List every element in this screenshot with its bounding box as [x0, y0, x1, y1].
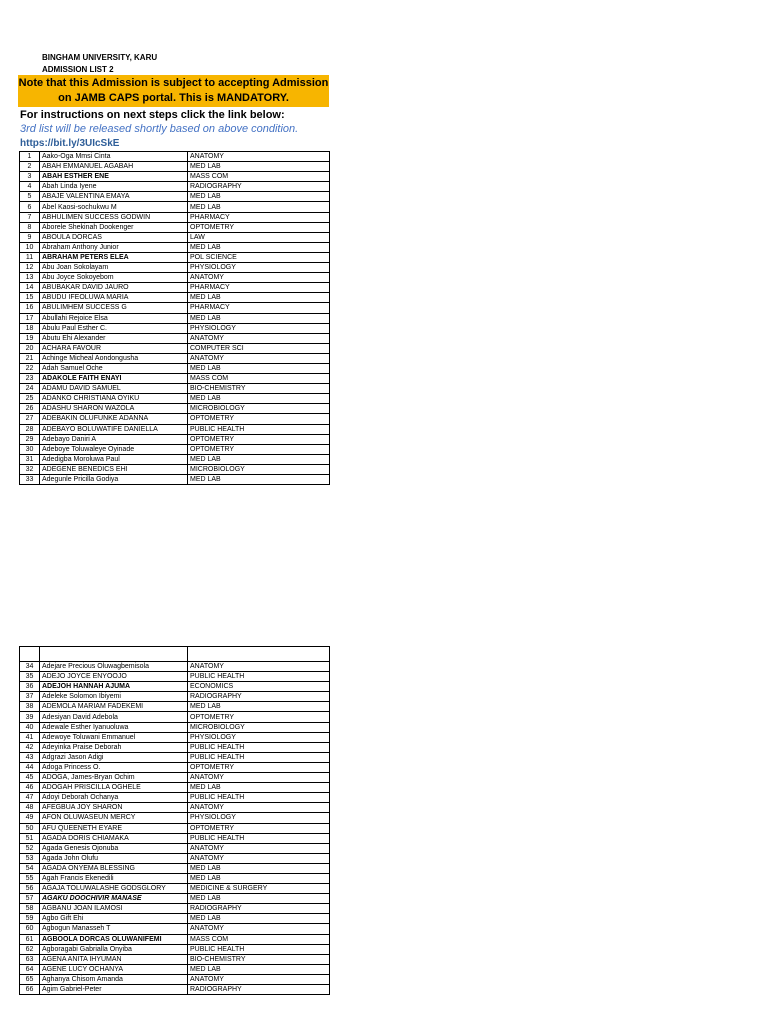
student-name: AGENE LUCY OCHANYA — [40, 964, 188, 974]
row-number: 61 — [20, 934, 40, 944]
table-row — [20, 424, 330, 434]
student-name: Abraham Anthony Junior — [40, 242, 188, 252]
table-row — [20, 283, 330, 293]
student-name: ADAKOLE FAITH ENAYI — [40, 374, 188, 384]
student-name: ABUBAKAR DAVID JAURO — [40, 283, 188, 293]
department: ANATOMY — [188, 843, 330, 853]
table-row — [20, 773, 330, 783]
student-name: ABHULIMEN SUCCESS GODWIN — [40, 212, 188, 222]
department: MED LAB — [188, 293, 330, 303]
department: PUBLIC HEALTH — [188, 742, 330, 752]
row-number: 21 — [20, 353, 40, 363]
row-number: 55 — [20, 873, 40, 883]
table-row — [20, 182, 330, 192]
department: MICROBIOLOGY — [188, 404, 330, 414]
department: BIO-CHEMISTRY — [188, 384, 330, 394]
table-row — [20, 884, 330, 894]
student-name: Agada John Olufu — [40, 853, 188, 863]
student-name: Agboragabi Gabrialla Onyiba — [40, 944, 188, 954]
table-row — [20, 904, 330, 914]
department: RADIOGRAPHY — [188, 904, 330, 914]
student-name: Adah Samuel Oche — [40, 363, 188, 373]
table-row — [20, 333, 330, 343]
table-row — [20, 313, 330, 323]
table-row — [20, 833, 330, 843]
department: PHYSIOLOGY — [188, 263, 330, 273]
department: MICROBIOLOGY — [188, 464, 330, 474]
row-number: 32 — [20, 464, 40, 474]
table-row — [20, 162, 330, 172]
student-name: Adoga Princess O. — [40, 762, 188, 772]
row-number: 17 — [20, 313, 40, 323]
department: MED LAB — [188, 394, 330, 404]
student-name: ADEMOLA MARIAM FADEKEMI — [40, 702, 188, 712]
student-name: Adesiyan David Adebola — [40, 712, 188, 722]
table-row — [20, 934, 330, 944]
department: PUBLIC HEALTH — [188, 424, 330, 434]
row-number: 26 — [20, 404, 40, 414]
department: RADIOGRAPHY — [188, 182, 330, 192]
student-name: Adewoye Toluwani Emmanuel — [40, 732, 188, 742]
department: MED LAB — [188, 242, 330, 252]
table-row — [20, 172, 330, 182]
table-row — [20, 475, 330, 485]
table-row — [20, 954, 330, 964]
table-row — [20, 323, 330, 333]
row-number: 29 — [20, 434, 40, 444]
row-number: 62 — [20, 944, 40, 954]
department: OPTOMETRY — [188, 222, 330, 232]
row-number: 7 — [20, 212, 40, 222]
row-number: 22 — [20, 363, 40, 373]
department: BIO-CHEMISTRY — [188, 954, 330, 964]
row-number: 65 — [20, 974, 40, 984]
department: MED LAB — [188, 783, 330, 793]
row-number: 14 — [20, 283, 40, 293]
row-number: 48 — [20, 803, 40, 813]
row-number: 16 — [20, 303, 40, 313]
table-row — [20, 394, 330, 404]
student-name: Agbo Gift Ehi — [40, 914, 188, 924]
student-name: ABAH EMMANUEL AGABAH — [40, 162, 188, 172]
row-number: 5 — [20, 192, 40, 202]
release-note: 3rd list will be released shortly based on above condition. — [20, 123, 299, 135]
instructions-text: For instructions on next steps click the link below: — [20, 109, 285, 121]
department: MASS COM — [188, 374, 330, 384]
mandatory-note: Note that this Admission is subject to accepting Admission on JAMB CAPS portal. This is MANDATORY. — [18, 75, 329, 107]
department: ECONOMICS — [188, 682, 330, 692]
department: ANATOMY — [188, 974, 330, 984]
row-number: 47 — [20, 793, 40, 803]
student-name: Adgrazi Jason Adigi — [40, 752, 188, 762]
student-name: Adeyinka Praise Deborah — [40, 742, 188, 752]
department: PHYSIOLOGY — [188, 813, 330, 823]
student-name: Adedigba Moroluwa Paul — [40, 454, 188, 464]
table-row — [20, 192, 330, 202]
student-name: ADOGAH PRISCILLA OGHELE — [40, 783, 188, 793]
table-row — [20, 702, 330, 712]
student-name: ABUDU IFEOLUWA MARIA — [40, 293, 188, 303]
department: MED LAB — [188, 894, 330, 904]
department: PUBLIC HEALTH — [188, 793, 330, 803]
row-number: 34 — [20, 662, 40, 672]
table-row — [20, 752, 330, 762]
department: MASS COM — [188, 172, 330, 182]
row-number: 59 — [20, 914, 40, 924]
row-number: 35 — [20, 672, 40, 682]
table-row — [20, 152, 330, 162]
table-row — [20, 843, 330, 853]
department: OPTOMETRY — [188, 414, 330, 424]
student-name: Adegunle Pricilla Godiya — [40, 475, 188, 485]
blank-row — [20, 647, 330, 662]
student-name: ADOGA, James-Bryan Ochim — [40, 773, 188, 783]
table-row — [20, 924, 330, 934]
table-row — [20, 813, 330, 823]
row-number: 53 — [20, 853, 40, 863]
row-number: 49 — [20, 813, 40, 823]
row-number: 50 — [20, 823, 40, 833]
list-title: ADMISSION LIST 2 — [42, 65, 114, 74]
uni-name: BINGHAM UNIVERSITY, KARU — [42, 53, 158, 62]
table-row — [20, 232, 330, 242]
table-row — [20, 662, 330, 672]
table-row — [20, 222, 330, 232]
student-name: Agah Francis Ekenedili — [40, 873, 188, 883]
department: OPTOMETRY — [188, 762, 330, 772]
department: OPTOMETRY — [188, 712, 330, 722]
table-row — [20, 712, 330, 722]
table-row — [20, 454, 330, 464]
department: MED LAB — [188, 702, 330, 712]
table-row — [20, 374, 330, 384]
blank-cell — [40, 647, 188, 662]
table-row — [20, 944, 330, 954]
student-name: Agim Gabriel-Peter — [40, 985, 188, 995]
row-number: 64 — [20, 964, 40, 974]
student-name: ADEGENE BENEDICS EHI — [40, 464, 188, 474]
row-number: 27 — [20, 414, 40, 424]
student-name: Adeboye Toluwaleye Oyinade — [40, 444, 188, 454]
department: ANATOMY — [188, 803, 330, 813]
department: LAW — [188, 232, 330, 242]
table-row — [20, 434, 330, 444]
table-row — [20, 692, 330, 702]
row-number: 13 — [20, 273, 40, 283]
table-row — [20, 742, 330, 752]
row-number: 36 — [20, 682, 40, 692]
department: OPTOMETRY — [188, 444, 330, 454]
table-row — [20, 722, 330, 732]
department: MED LAB — [188, 873, 330, 883]
student-name: Aghanya Chisom Amanda — [40, 974, 188, 984]
student-name: AFEGBUA JOY SHARON — [40, 803, 188, 813]
department: MEDICINE & SURGERY — [188, 884, 330, 894]
department: MED LAB — [188, 202, 330, 212]
department: MED LAB — [188, 475, 330, 485]
admission-table-2 — [19, 646, 330, 995]
department: PHARMACY — [188, 283, 330, 293]
row-number: 10 — [20, 242, 40, 252]
row-number: 23 — [20, 374, 40, 384]
department: MED LAB — [188, 192, 330, 202]
row-number: 11 — [20, 252, 40, 262]
row-number: 1 — [20, 152, 40, 162]
department: PUBLIC HEALTH — [188, 752, 330, 762]
table-row — [20, 873, 330, 883]
student-name: Agada Genesis Ojonuba — [40, 843, 188, 853]
student-name: ABAJE VALENTINA EMAYA — [40, 192, 188, 202]
row-number: 66 — [20, 985, 40, 995]
row-number: 52 — [20, 843, 40, 853]
row-number: 33 — [20, 475, 40, 485]
row-number: 28 — [20, 424, 40, 434]
student-name: ADANKO CHRISTIANA OYIKU — [40, 394, 188, 404]
table-row — [20, 464, 330, 474]
department: MED LAB — [188, 454, 330, 464]
student-name: AFON OLUWASEUN MERCY — [40, 813, 188, 823]
table-row — [20, 914, 330, 924]
department: PUBLIC HEALTH — [188, 944, 330, 954]
table-row — [20, 803, 330, 813]
row-number: 46 — [20, 783, 40, 793]
department: OPTOMETRY — [188, 823, 330, 833]
student-name: Abel Kaosi-sochukwu M — [40, 202, 188, 212]
student-name: Abu Joyce Sokoyebom — [40, 273, 188, 283]
student-name: AGAJA TOLUWALASHE GODSGLORY — [40, 884, 188, 894]
row-number: 63 — [20, 954, 40, 964]
student-name: Abu Joan Sokolayam — [40, 263, 188, 273]
student-name: AFU QUEENETH EYARE — [40, 823, 188, 833]
department: MICROBIOLOGY — [188, 722, 330, 732]
student-name: ADEJO JOYCE ENYOOJO — [40, 672, 188, 682]
row-number: 4 — [20, 182, 40, 192]
department: PHARMACY — [188, 212, 330, 222]
table-row — [20, 974, 330, 984]
student-name: ABRAHAM PETERS ELEA — [40, 252, 188, 262]
student-name: Adeleke Solomon Ibiyemi — [40, 692, 188, 702]
admission-table-1 — [19, 151, 330, 485]
department: MED LAB — [188, 363, 330, 373]
row-number: 19 — [20, 333, 40, 343]
table-row — [20, 732, 330, 742]
row-number: 25 — [20, 394, 40, 404]
blank-cell — [188, 647, 330, 662]
department: MED LAB — [188, 162, 330, 172]
row-number: 24 — [20, 384, 40, 394]
student-name: Aako-Oga Mmsi Cinta — [40, 152, 188, 162]
row-number: 8 — [20, 222, 40, 232]
student-name: Aborele Shekinah Dookenger — [40, 222, 188, 232]
department: MASS COM — [188, 934, 330, 944]
student-name: Abutu Ehi Alexander — [40, 333, 188, 343]
department: PUBLIC HEALTH — [188, 672, 330, 682]
student-name: ACHARA FAVOUR — [40, 343, 188, 353]
row-number: 60 — [20, 924, 40, 934]
student-name: AGADA DORIS CHIAMAKA — [40, 833, 188, 843]
student-name: AGADA ONYEMA BLESSING — [40, 863, 188, 873]
row-number: 42 — [20, 742, 40, 752]
table-row — [20, 783, 330, 793]
table-row — [20, 212, 330, 222]
row-number: 41 — [20, 732, 40, 742]
row-number: 56 — [20, 884, 40, 894]
department: ANATOMY — [188, 152, 330, 162]
row-number: 57 — [20, 894, 40, 904]
table-row — [20, 414, 330, 424]
student-name: Adewale Esther Iyanuoluwa — [40, 722, 188, 732]
student-name: Abullahi Rejoice Elsa — [40, 313, 188, 323]
department: ANATOMY — [188, 773, 330, 783]
row-number: 12 — [20, 263, 40, 273]
table-row — [20, 863, 330, 873]
row-number: 6 — [20, 202, 40, 212]
blank-cell — [20, 647, 40, 662]
student-name: AGBOOLA DORCAS OLUWANIFEMI — [40, 934, 188, 944]
table-row — [20, 682, 330, 692]
student-name: ADEBAKIN OLUFUNKE ADANNA — [40, 414, 188, 424]
row-number: 9 — [20, 232, 40, 242]
department: OPTOMETRY — [188, 434, 330, 444]
student-name: ABOULA DORCAS — [40, 232, 188, 242]
table-row — [20, 985, 330, 995]
table-row — [20, 343, 330, 353]
table-row — [20, 353, 330, 363]
department: PHYSIOLOGY — [188, 323, 330, 333]
table-row — [20, 273, 330, 283]
department: RADIOGRAPHY — [188, 692, 330, 702]
table-row — [20, 894, 330, 904]
table-row — [20, 404, 330, 414]
department: ANATOMY — [188, 853, 330, 863]
student-name: ADAMU DAVID SAMUEL — [40, 384, 188, 394]
row-number: 43 — [20, 752, 40, 762]
student-name: ABAH ESTHER ENE — [40, 172, 188, 182]
student-name: AGBANU JOAN ILAMOSI — [40, 904, 188, 914]
department: MED LAB — [188, 863, 330, 873]
department: PHARMACY — [188, 303, 330, 313]
department: MED LAB — [188, 914, 330, 924]
row-number: 58 — [20, 904, 40, 914]
student-name: ADEBAYO BOLUWATIFE DANIELLA — [40, 424, 188, 434]
department: ANATOMY — [188, 273, 330, 283]
row-number: 40 — [20, 722, 40, 732]
student-name: ADASHU SHARON WAZOLA — [40, 404, 188, 414]
student-name: Achinge Micheal Aondongusha — [40, 353, 188, 363]
row-number: 44 — [20, 762, 40, 772]
row-number: 38 — [20, 702, 40, 712]
row-number: 2 — [20, 162, 40, 172]
row-number: 3 — [20, 172, 40, 182]
department: ANATOMY — [188, 924, 330, 934]
table-row — [20, 853, 330, 863]
row-number: 37 — [20, 692, 40, 702]
student-name: Abulu Paul Esther C. — [40, 323, 188, 333]
table-row — [20, 293, 330, 303]
department: PUBLIC HEALTH — [188, 833, 330, 843]
department: PHYSIOLOGY — [188, 732, 330, 742]
row-number: 31 — [20, 454, 40, 464]
student-name: Adejare Precious Oluwagbemisola — [40, 662, 188, 672]
row-number: 20 — [20, 343, 40, 353]
department: POL SCIENCE — [188, 252, 330, 262]
table-row — [20, 303, 330, 313]
table-row — [20, 964, 330, 974]
table-row — [20, 823, 330, 833]
department: ANATOMY — [188, 353, 330, 363]
table-row — [20, 252, 330, 262]
row-number: 54 — [20, 863, 40, 873]
department: ANATOMY — [188, 662, 330, 672]
table-row — [20, 762, 330, 772]
table-row — [20, 672, 330, 682]
table-row — [20, 263, 330, 273]
department: MED LAB — [188, 313, 330, 323]
table-row — [20, 793, 330, 803]
student-name: AGENA ANITA IHYUMAN — [40, 954, 188, 964]
table-row — [20, 242, 330, 252]
student-name: Adoyi Deborah Ochanya — [40, 793, 188, 803]
department: COMPUTER SCI — [188, 343, 330, 353]
student-name: ABULIMHEM SUCCESS G — [40, 303, 188, 313]
department: MED LAB — [188, 964, 330, 974]
row-number: 39 — [20, 712, 40, 722]
row-number: 30 — [20, 444, 40, 454]
department: ANATOMY — [188, 333, 330, 343]
row-number: 51 — [20, 833, 40, 843]
row-number: 45 — [20, 773, 40, 783]
row-number: 18 — [20, 323, 40, 333]
student-name: ADEJOH HANNAH AJUMA — [40, 682, 188, 692]
student-name: Adebayo Daniri A — [40, 434, 188, 444]
table-row — [20, 384, 330, 394]
student-name: AGAKU DOOCHIVIR MANASE — [40, 894, 188, 904]
table-row — [20, 363, 330, 373]
table-row — [20, 202, 330, 212]
student-name: Agbogun Manasseh T — [40, 924, 188, 934]
instructions-link[interactable]: https://bit.ly/3UIcSkE — [20, 138, 120, 149]
row-number: 15 — [20, 293, 40, 303]
department: RADIOGRAPHY — [188, 985, 330, 995]
student-name: Abah Linda Iyene — [40, 182, 188, 192]
table-row — [20, 444, 330, 454]
